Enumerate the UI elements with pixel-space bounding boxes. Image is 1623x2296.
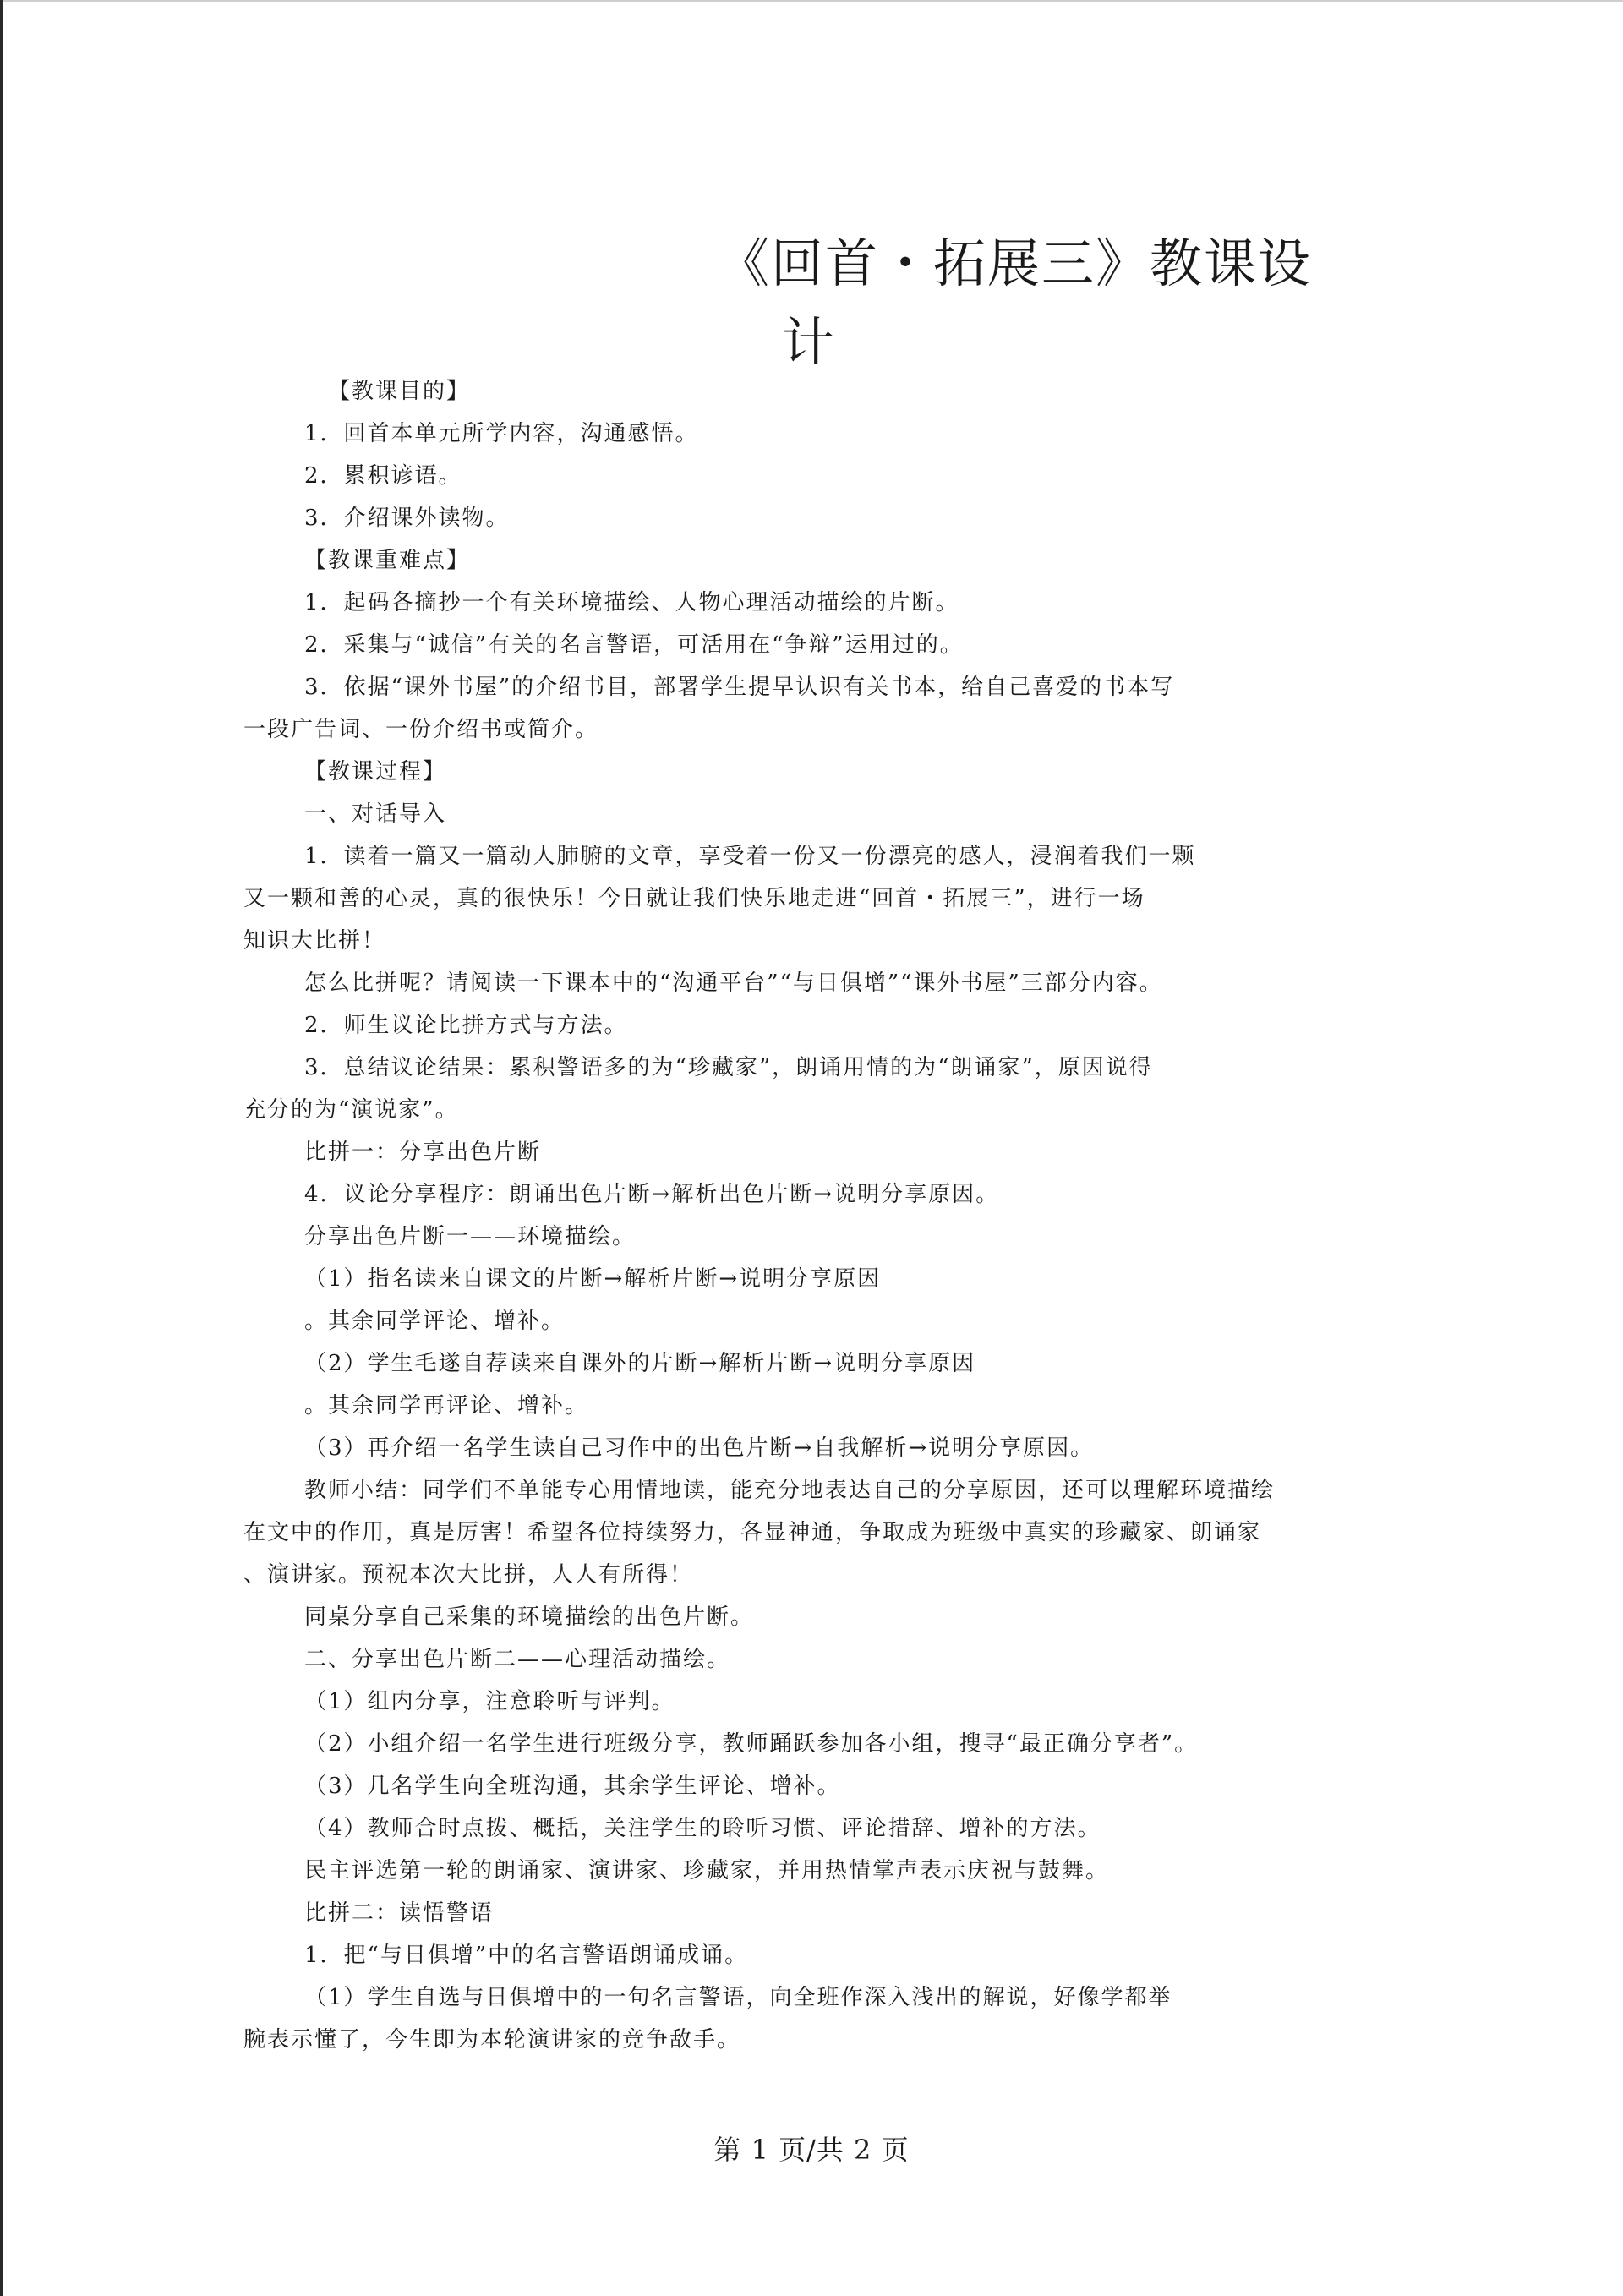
body-line: （1）组内分享，注意聆听与评判。	[304, 1689, 675, 1714]
body-line: （2）小组介绍一名学生进行班级分享，教师踊跃参加各小组，搜寻“最正确分享者”。	[304, 1731, 1199, 1757]
body-line: 4．议论分享程序：朗诵出色片断→解析出色片断→说明分享原因。	[304, 1182, 1000, 1207]
body-line: 民主评选第一轮的朗诵家、演讲家、珍藏家，并用热情掌声表示庆祝与鼓舞。	[304, 1858, 1110, 1883]
body-line: 3．依据“课外书屋”的介绍书目，部署学生提早认识有关书本，给自己喜爱的书本写	[304, 675, 1175, 700]
document-title-line-1: 《回首・拓展三》教课设	[717, 232, 1313, 294]
body-line: （1）指名读来自课文的片断→解析片断→说明分享原因	[304, 1266, 882, 1292]
body-line: 2．采集与“诚信”有关的名言警语，可活用在“争辩”运用过的。	[304, 632, 964, 658]
body-line: （3）再介绍一名学生读自己习作中的出色片断→自我解析→说明分享原因。	[304, 1435, 1095, 1461]
body-line: （3）几名学生向全班沟通，其余学生评论、增补。	[304, 1774, 841, 1799]
body-line: 在文中的作用，真是厉害！希望各位持续努力，各显神通，争取成为班级中真实的珍藏家、朗诵家	[243, 1520, 1262, 1545]
body-line: 又一颗和善的心灵，真的很快乐！今日就让我们快乐地走进“回首・拓展三”，进行一场	[243, 886, 1145, 911]
document-body	[243, 370, 1359, 2061]
body-line: 充分的为“演说家”。	[243, 1097, 459, 1123]
body-line: （4）教师合时点拨、概括，关注学生的聆听习惯、评论措辞、增补的方法。	[304, 1816, 1101, 1841]
body-line: 、演讲家。预祝本次大比拼，人人有所得！	[243, 1562, 694, 1588]
section-heading: 【教课重难点】	[304, 548, 471, 573]
body-line: 教师小结：同学们不单能专心用情地读，能充分地表达自己的分享原因，还可以理解环境描绘	[304, 1478, 1276, 1503]
body-line: 。其余同学评论、增补。	[304, 1309, 566, 1334]
body-line: 一段广告词、一份介绍书或简介。	[243, 717, 599, 742]
body-line: 比拼一：分享出色片断	[304, 1140, 542, 1165]
page-left-border	[0, 0, 3, 2296]
body-line: 怎么比拼呢？请阅读一下课本中的“沟通平台”“与日俱增”“课外书屋”三部分内容。	[304, 970, 1163, 996]
body-line: 二、分享出色片断二——心理活动描绘。	[304, 1647, 731, 1672]
page-number: 第 1 页/共 2 页	[713, 2134, 910, 2166]
document-title-line-2: 计	[782, 311, 837, 373]
page-top-border	[0, 0, 1623, 2]
body-line: （2）学生毛遂自荐读来自课外的片断→解析片断→说明分享原因	[304, 1351, 976, 1376]
body-line: 3．介绍课外读物。	[304, 506, 510, 531]
body-line: 3．总结议论结果：累积警语多的为“珍藏家”，朗诵用情的为“朗诵家”，原因说得	[304, 1055, 1153, 1080]
body-line: 同桌分享自己采集的环境描绘的出色片断。	[304, 1604, 755, 1630]
body-line: 1．起码各摘抄一个有关环境描绘、人物心理活动描绘的片断。	[304, 590, 959, 615]
body-line: 知识大比拼！	[243, 928, 386, 954]
body-line: 1．读着一篇又一篇动人肺腑的文章，享受着一份又一份漂亮的感人，浸润着我们一颗	[304, 844, 1196, 869]
body-line: 。其余同学再评论、增补。	[304, 1393, 589, 1419]
body-line: 2．累积谚语。	[304, 463, 462, 489]
body-line: 1．把“与日俱增”中的名言警语朗诵成诵。	[304, 1943, 749, 1968]
body-line: 比拼二：读悟警语	[304, 1900, 495, 1926]
body-line: 分享出色片断一——环境描绘。	[304, 1224, 637, 1249]
body-line: 一、对话导入	[304, 801, 447, 827]
body-line: 2．师生议论比拼方式与方法。	[304, 1013, 628, 1038]
section-heading: 【教课目的】	[328, 379, 471, 404]
section-heading: 【教课过程】	[304, 759, 447, 784]
body-line: （1）学生自选与日俱增中的一句名言警语，向全班作深入浅出的解说，好像学都举	[304, 1985, 1172, 2010]
body-line: 腕表示懂了，今生即为本轮演讲家的竞争敌手。	[243, 2027, 741, 2053]
body-line: 1．回首本单元所学内容，沟通感悟。	[304, 421, 699, 446]
